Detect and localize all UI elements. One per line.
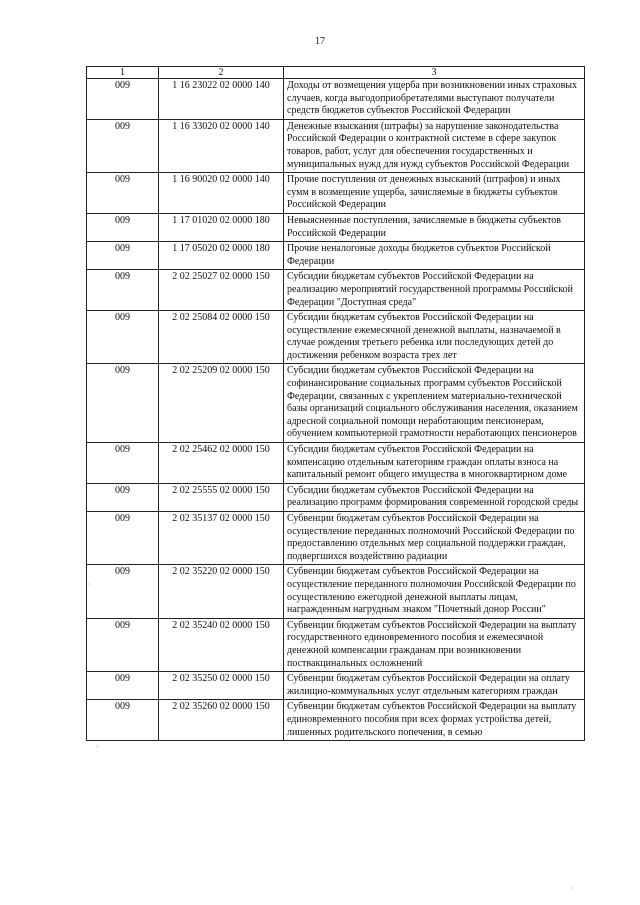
admin-code-cell: 009 [87,512,159,565]
table-row [87,242,585,270]
column-header-2: 2 [159,67,284,79]
description-cell: Субсидии бюджетам субъектов Российской Федерации на софинансирование социальных программ субъектов Российской Федерации, связанных с укреплением материально-технической базы организаций социального обслуживания населения, оказанием адресной социальной помощи неработающим пенсионерам, обучением компьютерной грамотности неработающих пенсионеров [284,364,585,443]
description-cell: Денежные взыскания (штрафы) за нарушение законодательства Российской Федерации о контрактной системе в сфере закупок товаров, работ, услуг для обеспечения государственных и муниципальных нужд для нужд субъектов Российской Федерации [284,119,585,172]
table-row [87,173,585,214]
margin-dot: · [571,884,574,893]
description-cell: Субсидии бюджетам субъектов Российской Федерации на реализацию мероприятий государственной программы Российской Федерации "Доступная среда" [284,270,585,311]
margin-dot: · [88,580,91,589]
table-row [87,483,585,511]
budget-code-cell: 1 16 90020 02 0000 140 [159,173,284,214]
description-cell: Прочие неналоговые доходы бюджетов субъектов Российской Федерации [284,242,585,270]
budget-code-cell: 2 02 35250 02 0000 150 [159,672,284,700]
description-cell: Субвенции бюджетам субъектов Российской Федерации на осуществление переданных полномочий Российской Федерации по предоставлению отдельных мер социальной поддержки граждан, подвергшихся воздействию радиации [284,512,585,565]
admin-code-cell: 009 [87,364,159,443]
budget-code-cell: 2 02 35260 02 0000 150 [159,700,284,741]
table-row [87,311,585,364]
table-row [87,79,585,120]
budget-code-cell: 2 02 35240 02 0000 150 [159,618,284,671]
admin-code-cell: 009 [87,119,159,172]
description-cell: Субвенции бюджетам субъектов Российской Федерации на выплату государственного единовременного пособия и ежемесячной денежной компенсации гражданам при возникновении поствакцинальных осложнений [284,618,585,671]
admin-code-cell: 009 [87,672,159,700]
table-row [87,364,585,443]
margin-dot: · [96,742,99,751]
admin-code-cell: 009 [87,443,159,484]
description-cell: Субсидии бюджетам субъектов Российской Федерации на компенсацию отдельным категориям граждан оплаты взноса на капитальный ремонт общего имущества в многоквартирном доме [284,443,585,484]
table-row [87,213,585,241]
admin-code-cell: 009 [87,483,159,511]
admin-code-cell: 009 [87,242,159,270]
admin-code-cell: 009 [87,618,159,671]
description-cell: Невыясненные поступления, зачисляемые в бюджеты субъектов Российской Федерации [284,213,585,241]
table-row [87,119,585,172]
admin-code-cell: 009 [87,270,159,311]
description-cell: Субвенции бюджетам субъектов Российской Федерации на оплату жилищно-коммунальных услуг отдельным категориям граждан [284,672,585,700]
admin-code-cell: 009 [87,79,159,120]
budget-code-cell: 2 02 25027 02 0000 150 [159,270,284,311]
page-number: 17 [315,36,325,47]
admin-code-cell: 009 [87,173,159,214]
admin-code-cell: 009 [87,565,159,618]
table-row [87,672,585,700]
description-cell: Субсидии бюджетам субъектов Российской Федерации на реализацию программ формирования современной городской среды [284,483,585,511]
budget-code-cell: 1 16 33020 02 0000 140 [159,119,284,172]
budget-code-cell: 1 16 23022 02 0000 140 [159,79,284,120]
budget-revenue-table [86,66,585,741]
budget-code-cell: 2 02 25462 02 0000 150 [159,443,284,484]
budget-code-cell: 2 02 25209 02 0000 150 [159,364,284,443]
table-row [87,443,585,484]
table-header-row [87,67,585,79]
column-header-1: 1 [87,67,159,79]
budget-code-cell: 1 17 01020 02 0000 180 [159,213,284,241]
table-row [87,618,585,671]
budget-code-cell: 2 02 35220 02 0000 150 [159,565,284,618]
column-header-3: 3 [284,67,585,79]
budget-code-cell: 2 02 35137 02 0000 150 [159,512,284,565]
budget-code-cell: 2 02 25084 02 0000 150 [159,311,284,364]
table-row [87,565,585,618]
description-cell: Субвенции бюджетам субъектов Российской Федерации на выплату единовременного пособия при всех формах устройства детей, лишенных родительского попечения, в семью [284,700,585,741]
admin-code-cell: 009 [87,213,159,241]
admin-code-cell: 009 [87,311,159,364]
admin-code-cell: 009 [87,700,159,741]
description-cell: Субвенции бюджетам субъектов Российской Федерации на осуществление переданного полномочия Российской Федерации по осуществлению ежегодной денежной выплаты лицам, награжденным нагрудным знаком "Почетный донор России" [284,565,585,618]
table-row [87,700,585,741]
description-cell: Субсидии бюджетам субъектов Российской Федерации на осуществление ежемесячной денежной выплаты, назначаемой в случае рождения третьего ребенка или последующих детей до достижения ребенком возраста трех лет [284,311,585,364]
description-cell: Прочие поступления от денежных взысканий (штрафов) и иных сумм в возмещение ущерба, зачисляемые в бюджеты субъектов Российской Федерации [284,173,585,214]
description-cell: Доходы от возмещения ущерба при возникновении иных страховых случаев, когда выгодоприобретателями выступают получатели средств бюджетов субъектов Российской Федерации [284,79,585,120]
budget-code-cell: 1 17 05020 02 0000 180 [159,242,284,270]
budget-code-cell: 2 02 25555 02 0000 150 [159,483,284,511]
table-row [87,270,585,311]
table-row [87,512,585,565]
